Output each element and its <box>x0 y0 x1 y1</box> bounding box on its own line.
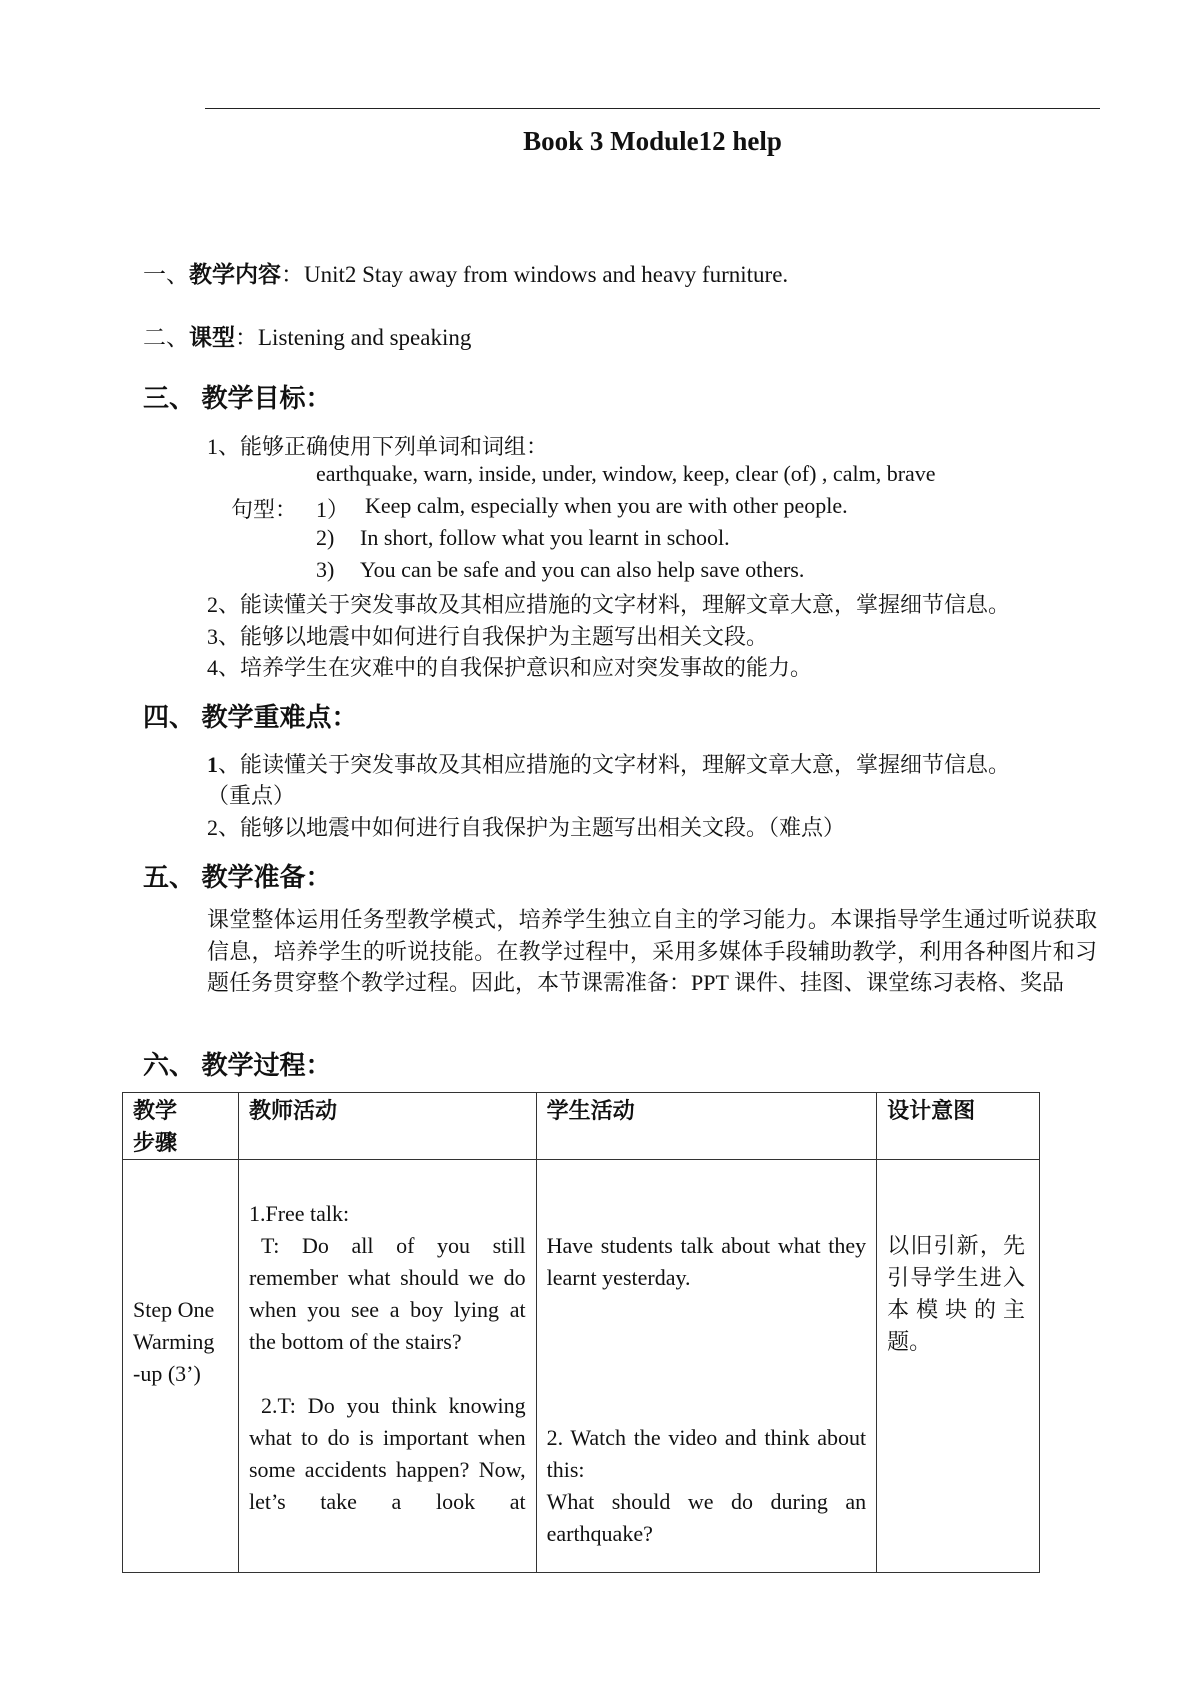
key-point-1-tag: （重点） <box>207 783 296 808</box>
teacher-free-talk-text: T: Do all of you still remember what should we do when you see a boy lying at the bottom of the stairs? <box>248 1233 526 1354</box>
key-point-1-number: 1 <box>207 752 218 777</box>
vocabulary-list: earthquake, warn, inside, under, window, keep, clear (of) , calm, brave <box>316 461 936 486</box>
teaching-process-table <box>122 1092 1040 1573</box>
section-1-heading: 教学内容 <box>189 262 281 287</box>
student-activity-cell <box>536 1160 877 1573</box>
header-rule <box>205 108 1100 109</box>
header-student-activity: 学生活动 <box>536 1093 877 1160</box>
section-3-heading: 三、 教学目标： <box>143 384 332 413</box>
section-1-colon: ： <box>281 262 304 287</box>
section-1-prefix: 一、 <box>143 262 189 287</box>
objective-4: 4、培养学生在灾难中的自我保护意识和应对突发事故的能力。 <box>207 655 813 680</box>
student-activity-3: What should we do during an earthquake? <box>546 1489 867 1546</box>
step-line-3: -up (3’) <box>133 1361 201 1386</box>
preparation-paragraph: 课堂整体运用任务型教学模式，培养学生独立自主的学习能力。本课指导学生通过听说获取信息，培养学生的听说技能。在教学过程中，采用多媒体手段辅助教学，利用各种图片和习题任务贯穿整个教学过程。因此，本节课需准备：PPT 课件、挂图、课堂练习表格、奖品 <box>207 907 1097 995</box>
step-line-2: Warming <box>133 1329 215 1354</box>
pattern-2-number: 2) <box>316 525 335 550</box>
student-activity-2: 2. Watch the video and think about this: <box>546 1425 867 1482</box>
pattern-2: In short, follow what you learnt in school. <box>360 525 730 550</box>
objective-3: 3、能够以地震中如何进行自我保护为主题写出相关文段。 <box>207 624 769 649</box>
pattern-1-number: 1） <box>316 497 350 522</box>
teacher-activity-cell <box>238 1160 536 1573</box>
page-title: Book 3 Module12 help <box>523 126 782 156</box>
section-5-heading: 五、 教学准备： <box>143 863 332 892</box>
teacher-free-talk-title: 1.Free talk: <box>248 1201 350 1226</box>
design-intent-text: 以旧引新，先引导学生进入本模块的主题。 <box>887 1233 1025 1354</box>
pattern-3-number: 3) <box>316 557 335 582</box>
table-row <box>123 1160 1040 1573</box>
sentence-pattern-label: 句型： <box>231 497 298 522</box>
key-point-2: 2、能够以地震中如何进行自我保护为主题写出相关文段。（难点） <box>207 815 846 840</box>
section-1 <box>143 256 788 289</box>
table-header-row <box>123 1093 1040 1160</box>
section-2-text: Listening and speaking <box>258 325 472 350</box>
objective-1: 1、能够正确使用下列单词和词组： <box>207 434 549 459</box>
student-activity-1: Have students talk about what they learnt yesterday. <box>546 1233 867 1290</box>
step-line-1: Step One <box>133 1297 215 1322</box>
section-2-heading: 课型 <box>189 325 235 350</box>
header-step: 教学步骤 <box>123 1093 239 1160</box>
pattern-3: You can be safe and you can also help save others. <box>360 557 805 582</box>
section-4-heading: 四、 教学重难点： <box>143 703 358 732</box>
design-intent-cell <box>877 1160 1040 1573</box>
teacher-question-2: 2.T: Do you think knowing what to do is important when some accidents happen? Now, let’s take a look at <box>248 1393 526 1514</box>
key-point-1-text: 、能读懂关于突发事故及其相应措施的文字材料，理解文章大意，掌握细节信息。 <box>218 752 1011 777</box>
section-1-text: Unit2 Stay away from windows and heavy furniture. <box>304 262 789 287</box>
section-2 <box>143 319 471 352</box>
section-6-heading: 六、 教学过程： <box>143 1051 332 1080</box>
objective-2: 2、能读懂关于突发事故及其相应措施的文字材料，理解文章大意，掌握细节信息。 <box>207 592 1011 617</box>
section-2-colon: ： <box>235 325 258 350</box>
pattern-1: Keep calm, especially when you are with other people. <box>365 493 848 518</box>
header-teacher-activity: 教师活动 <box>238 1093 536 1160</box>
key-point-1 <box>207 748 1010 779</box>
header-design-intent: 设计意图 <box>877 1093 1040 1160</box>
section-2-prefix: 二、 <box>143 325 189 350</box>
step-cell <box>123 1160 239 1573</box>
